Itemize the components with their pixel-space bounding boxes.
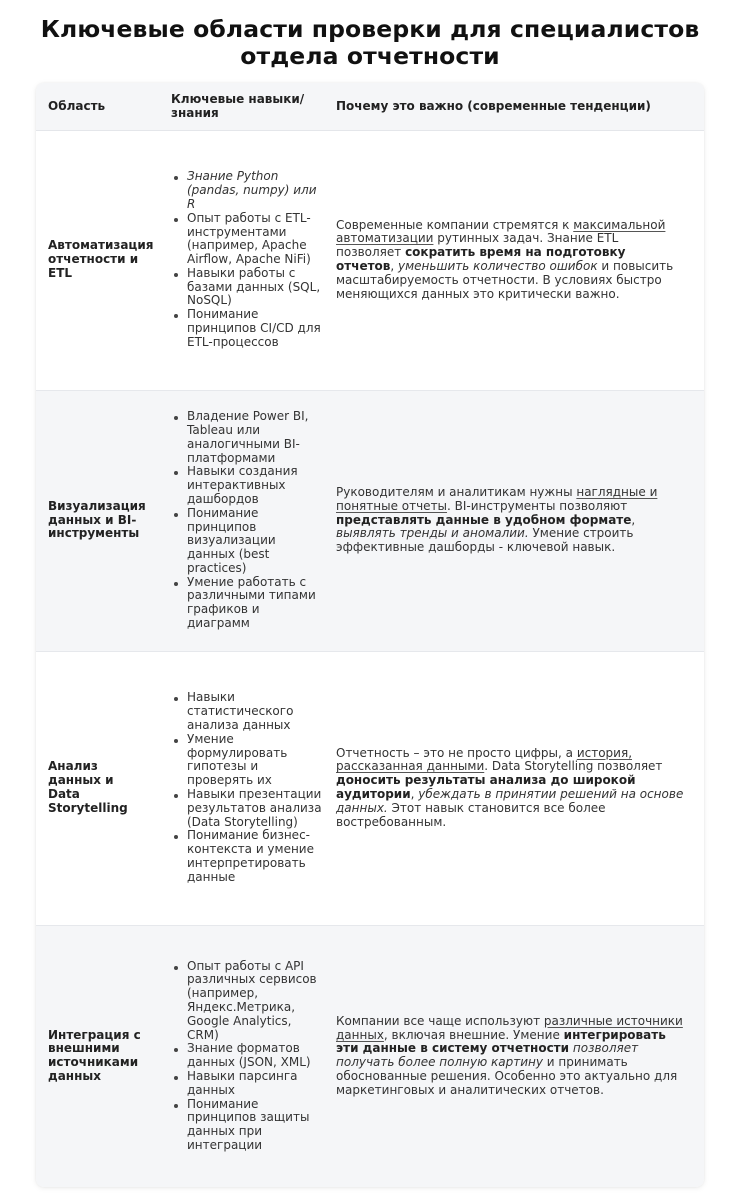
italic-phrase: позволяет получать более полную картину (336, 1041, 639, 1070)
skill-item: Понимание бизнес-контекста и умение интерпретировать данные (187, 829, 324, 884)
skill-item: Знание форматов данных (JSON, XML) (187, 1042, 324, 1070)
skills-list (159, 170, 324, 349)
skill-item: Навыки работы с базами данных (SQL, NoSQL) (187, 267, 324, 308)
skill-item: Умение работать с различными типами графиков и диаграмм (187, 576, 324, 631)
skills-cell (159, 130, 324, 390)
page-title: Ключевые области проверки для специалистов отдела отчетности (40, 15, 700, 70)
skills-cell (159, 925, 324, 1187)
skills-list (159, 691, 324, 884)
skill-item: Владение Power BI, Tableau или аналогичными BI-платформами (187, 410, 324, 465)
why-cell (324, 651, 704, 925)
skill-item: Опыт работы с API различных сервисов (например, Яндекс.Метрика, Google Analytics, CRM) (187, 960, 324, 1043)
table-row (36, 130, 704, 390)
why-text: Компании все чаще используют (336, 1013, 544, 1028)
why-text: , (390, 259, 399, 273)
area-cell: Интеграция с внешними источниками данных (48, 1027, 141, 1084)
skill-item: Умение формулировать гипотезы и проверять их (187, 733, 324, 788)
why-text: и повысить масштабируемость отчетности. В условиях быстро меняющихся данных это критически важно. (336, 259, 674, 301)
skill-item: Опыт работы с ETL-инструментами (например, Apache Airflow, Apache NiFi) (187, 212, 324, 267)
skills-table (36, 83, 704, 1187)
italic-phrase: убеждать в принятии решений на основе данных. (336, 787, 684, 815)
table-row (36, 390, 704, 651)
underlined-phrase: наглядные и понятные отчеты (336, 485, 658, 513)
bold-phrase: интегрировать эти данные в систему отчетности (336, 1027, 666, 1056)
italic-phrase: выявлять тренды и аномалии. (336, 526, 529, 541)
italic-phrase: уменьшить количество ошибок (398, 259, 598, 273)
skill-item: Навыки создания интерактивных дашбордов (187, 465, 324, 506)
table-row (36, 651, 704, 925)
why-text: Отчетность – это не просто цифры, а (336, 745, 577, 760)
why-text: Этот навык становится все более востребованным. (336, 800, 606, 829)
why-text: рутинных задач. Знание ETL позволяет (336, 231, 619, 260)
why-cell (324, 130, 704, 390)
table-header-row (36, 83, 704, 130)
why-text: Умение строить эффективные дашборды - ключевой навык. (336, 526, 634, 555)
header-skills: Ключевые навыки/ знания (159, 83, 324, 130)
skill-item: Знание Python (pandas, numpy) или R (187, 170, 324, 211)
why-text: Руководителям и аналитикам нужны (336, 485, 577, 499)
why-cell (324, 390, 704, 651)
skill-item: Понимание принципов визуализации данных (best practices) (187, 507, 324, 576)
why-text: , включая внешние. Умение (383, 1027, 564, 1042)
skill-item: Навыки презентации результатов анализа (Data Storytelling) (187, 788, 324, 829)
bold-phrase: сократить время на подготовку отчетов (336, 245, 626, 273)
underlined-phrase: история, рассказанная данными (336, 745, 633, 774)
bold-phrase: доносить результаты анализа до широкой аудитории (336, 773, 636, 801)
underlined-phrase: максимальной автоматизации (336, 217, 666, 246)
header-area: Область (36, 83, 159, 130)
skill-item: Навыки парсинга данных (187, 1070, 324, 1098)
skills-list (159, 960, 324, 1153)
area-cell: Автоматизация отчетности и ETL (48, 238, 154, 280)
skills-table-card (36, 83, 704, 1187)
why-text: , (410, 787, 419, 801)
skills-cell (159, 390, 324, 651)
bold-phrase: представлять данные в удобном формате (336, 512, 632, 527)
area-cell: Анализ данных и Data Storytelling (48, 759, 128, 815)
table-row (36, 925, 704, 1187)
why-text: , (631, 512, 636, 527)
why-cell (324, 925, 704, 1187)
skill-item: Навыки статистического анализа данных (187, 691, 324, 732)
area-cell: Визуализация данных и BI-инструменты (48, 498, 146, 541)
underlined-phrase: различные источники данных (336, 1013, 683, 1042)
why-text: Современные компании стремятся к (336, 217, 574, 232)
skill-item: Понимание принципов защиты данных при интеграции (187, 1098, 324, 1153)
why-text: и принимать обоснованные решения. Особенно это актуально для маркетинговых и аналитических отчетов. (336, 1055, 678, 1097)
skills-cell (159, 651, 324, 925)
header-why: Почему это важно (современные тенденции) (324, 83, 704, 130)
why-text: . Data Storytelling позволяет (484, 759, 663, 774)
why-text: . BI-инструменты позволяют (447, 498, 628, 513)
skills-list (159, 410, 324, 631)
skill-item: Понимание принципов CI/CD для ETL-процессов (187, 308, 324, 349)
